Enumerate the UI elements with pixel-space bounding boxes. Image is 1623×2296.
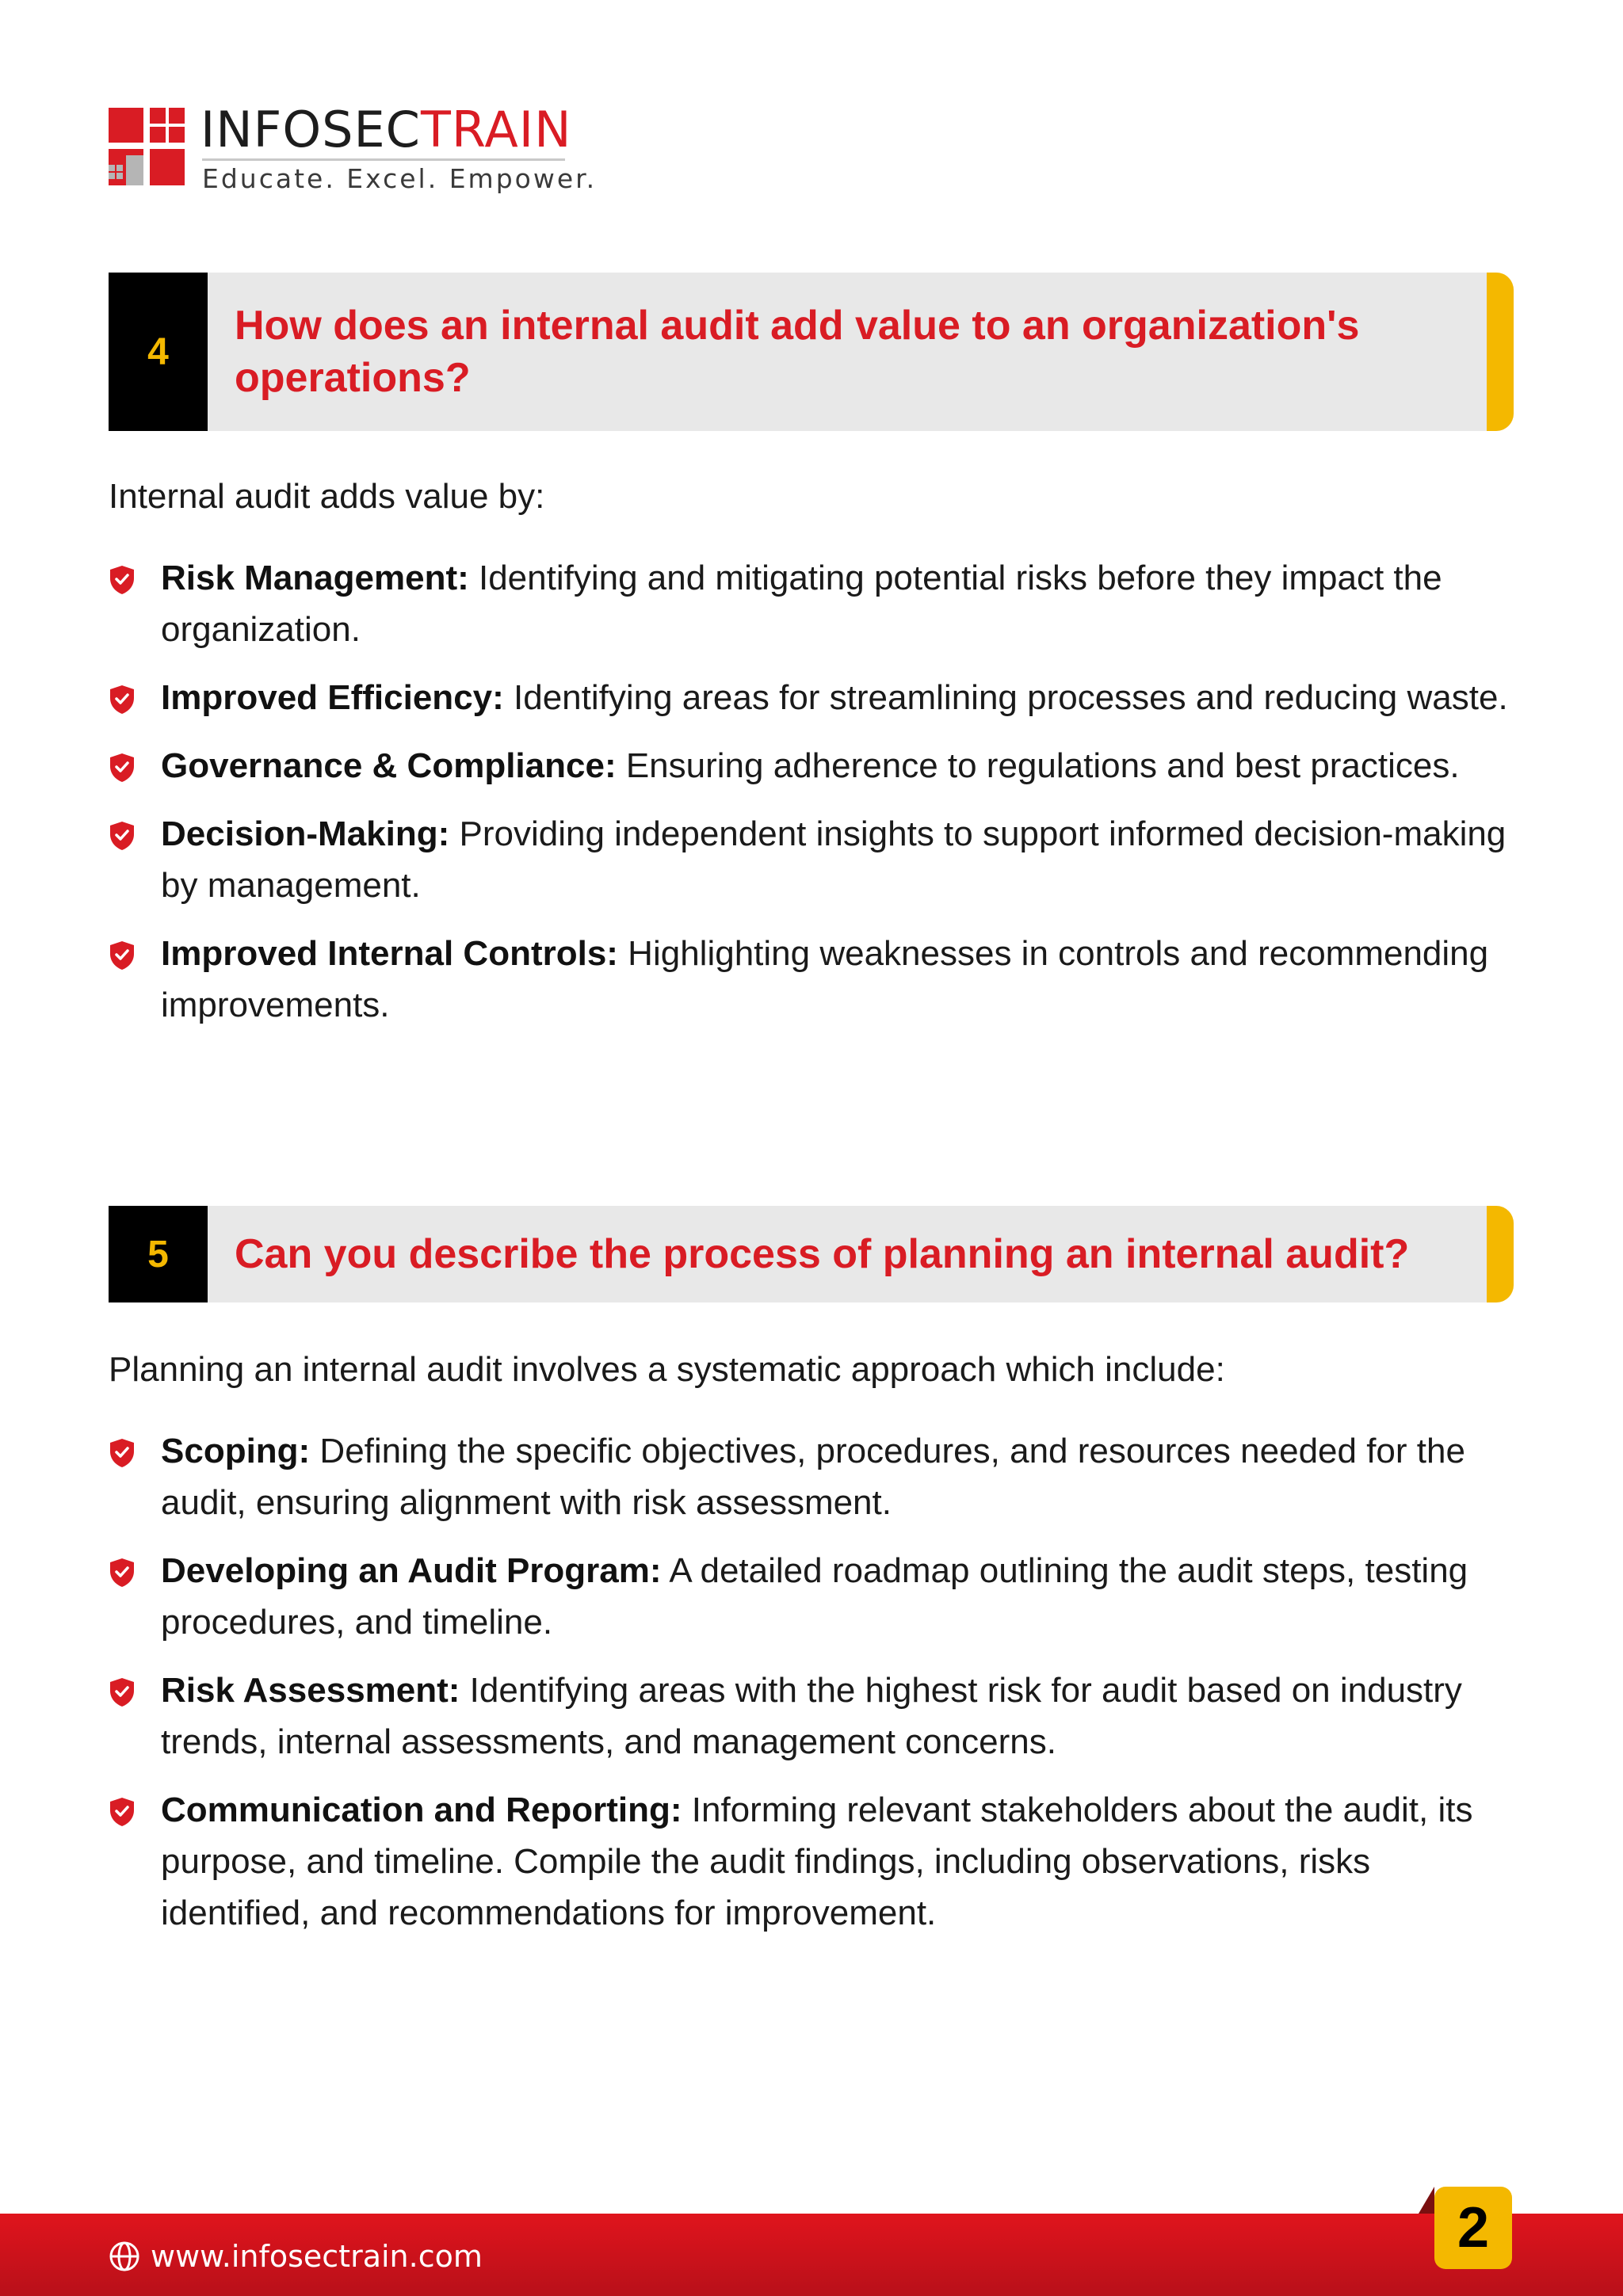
question-number: 4 (109, 273, 208, 431)
item-label: Risk Management: (161, 559, 469, 597)
item-text: Identifying and mitigating potential risks before they impact the organization. (161, 559, 1442, 649)
logo-wordmark (200, 100, 571, 160)
shield-check-icon (109, 821, 136, 851)
shield-check-icon (109, 940, 136, 971)
question-number: 5 (109, 1206, 208, 1302)
item-label: Communication and Reporting: (161, 1791, 682, 1829)
item-text: Identifying areas with the highest risk for audit based on industry trends, internal assessments, and management concerns. (161, 1671, 1462, 1761)
question-4-banner (109, 273, 1514, 431)
list-item (109, 1545, 1527, 1648)
question-5-list (109, 1425, 1527, 1955)
item-text: A detailed roadmap outlining the audit steps, testing procedures, and timeline. (161, 1551, 1468, 1642)
list-item (109, 740, 1527, 791)
list-item (109, 1784, 1527, 1939)
shield-check-icon (109, 685, 136, 715)
list-item (109, 808, 1527, 911)
question-5-banner (109, 1206, 1514, 1302)
item-label: Decision-Making: (161, 814, 450, 853)
list-item (109, 672, 1527, 723)
item-text: Defining the specific objectives, procedures, and resources needed for the audit, ensuring alignment with risk assessment. (161, 1432, 1465, 1522)
item-label: Improved Internal Controls: (161, 934, 618, 973)
logo-mark-icon (109, 108, 185, 185)
website-link[interactable]: www.infosectrain.com (151, 2239, 483, 2274)
item-text: Ensuring adherence to regulations and best practices. (616, 746, 1460, 785)
item-label: Governance & Compliance: (161, 746, 617, 785)
item-text: Highlighting weaknesses in controls and recommending improvements. (161, 934, 1489, 1024)
item-text: Informing relevant stakeholders about the audit, its purpose, and timeline. Compile the audit findings, including observations, risks identified, and recommendations for improvement. (161, 1791, 1473, 1932)
banner-accent (1487, 1206, 1514, 1302)
question-title: Can you describe the process of planning an internal audit? (235, 1231, 1410, 1277)
banner-accent (1487, 273, 1514, 431)
logo-name-dark: INFOSEC (200, 101, 421, 158)
list-item (109, 928, 1527, 1031)
logo-divider (202, 158, 565, 161)
item-label: Improved Efficiency: (161, 678, 504, 717)
shield-check-icon (109, 1558, 136, 1588)
question-title: How does an internal audit add value to an organization's operations? (235, 303, 1360, 401)
brand-logo (109, 101, 598, 194)
logo-name-red: TRAIN (420, 101, 572, 158)
item-text: Providing independent insights to support informed decision-making by management. (161, 814, 1507, 905)
question-5-intro: Planning an internal audit involves a systematic approach which include: (109, 1350, 1225, 1389)
shield-check-icon (109, 1677, 136, 1707)
question-4-intro: Internal audit adds value by: (109, 477, 545, 516)
item-label: Developing an Audit Program: (161, 1551, 662, 1590)
shield-check-icon (109, 1797, 136, 1827)
footer-bar (0, 2196, 1623, 2296)
item-label: Scoping: (161, 1432, 311, 1470)
page-number: 2 (1434, 2187, 1512, 2269)
item-label: Risk Assessment: (161, 1671, 460, 1710)
logo-tagline: Educate. Excel. Empower. (202, 163, 598, 194)
globe-icon (109, 2241, 140, 2272)
list-item (109, 1425, 1527, 1528)
shield-check-icon (109, 565, 136, 595)
question-4-list (109, 552, 1527, 1047)
shield-check-icon (109, 1438, 136, 1468)
badge-fold (1419, 2187, 1434, 2214)
list-item (109, 552, 1527, 655)
shield-check-icon (109, 753, 136, 783)
item-text: Identifying areas for streamlining processes and reducing waste. (503, 678, 1508, 717)
list-item (109, 1665, 1527, 1768)
